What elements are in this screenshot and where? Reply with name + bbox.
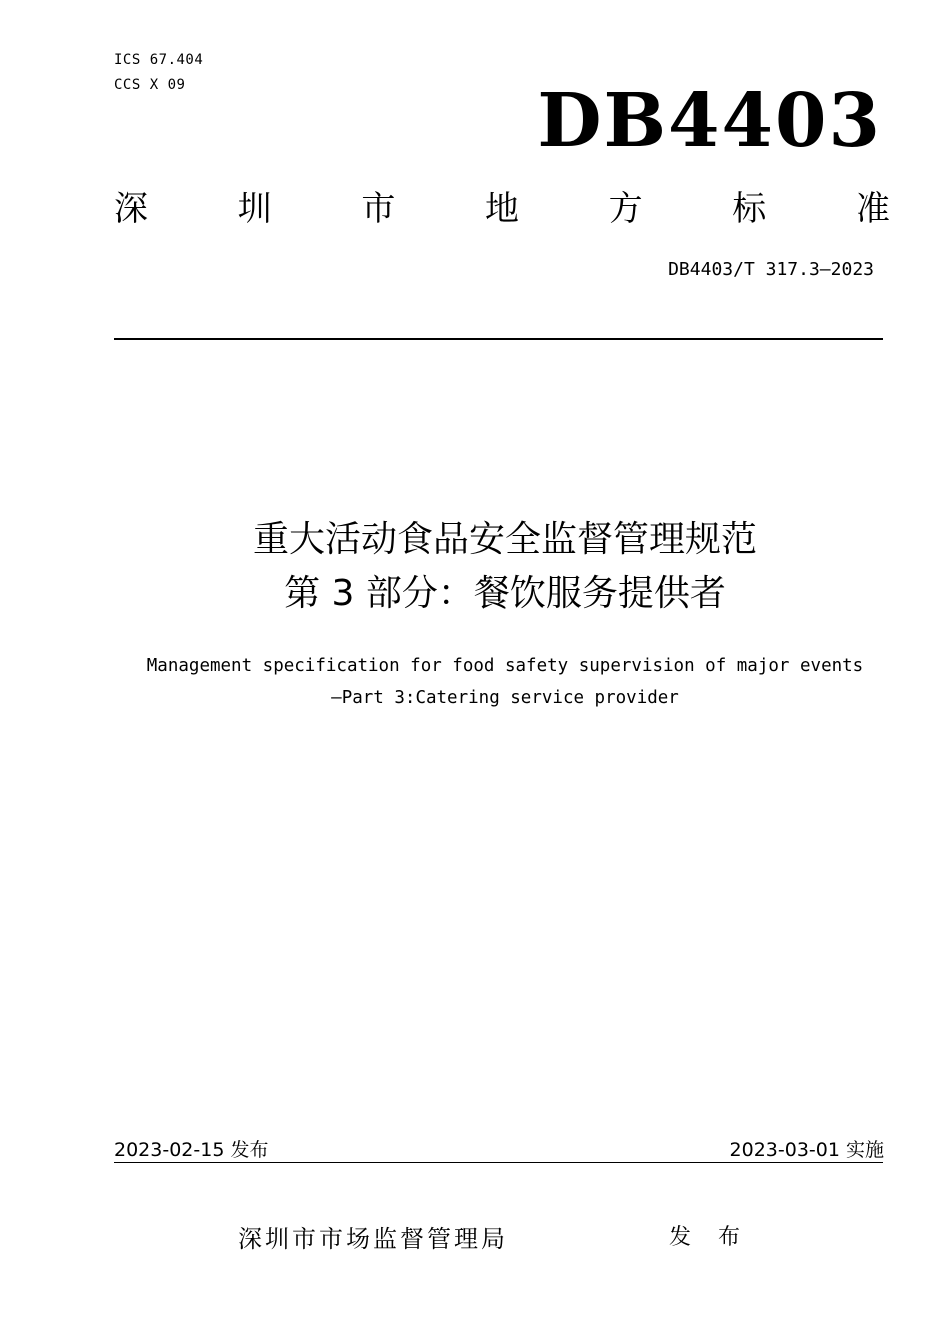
classification-codes [114, 48, 203, 98]
standard-type-char: 深 [114, 189, 148, 229]
title-en-line-1: Management specification for food safety supervision of major events [146, 656, 864, 676]
standard-number: DB4403/T 317.3—2023 [668, 259, 874, 280]
issue-date: 2023-02-15 发布 [114, 1139, 269, 1161]
implementation-date: 2023-03-01 实施 [729, 1139, 884, 1161]
ccs-code: CCS X 09 [114, 77, 186, 93]
ics-code: ICS 67.404 [114, 52, 204, 68]
title-zh-line-1: 重大活动食品安全监督管理规范 [252, 519, 757, 560]
standard-type-heading [114, 184, 890, 234]
bottom-divider [114, 1162, 883, 1163]
title-zh-line-2: 第 3 部分：餐饮服务提供者 [284, 573, 726, 614]
top-divider [114, 338, 883, 340]
publish-label: 发 布 [669, 1225, 750, 1250]
standard-type-char: 标 [732, 189, 767, 229]
standard-type-char: 地 [484, 189, 519, 229]
standard-type-char: 市 [361, 189, 396, 229]
standard-type-char: 方 [608, 189, 643, 229]
standard-type-char: 准 [855, 189, 890, 229]
db-logo: DB4403 [537, 78, 882, 164]
standard-type-char: 圳 [237, 189, 272, 229]
publisher-name: 深圳市市场监督管理局 [238, 1225, 508, 1253]
title-en-line-2: —Part 3:Catering service provider [331, 688, 679, 708]
